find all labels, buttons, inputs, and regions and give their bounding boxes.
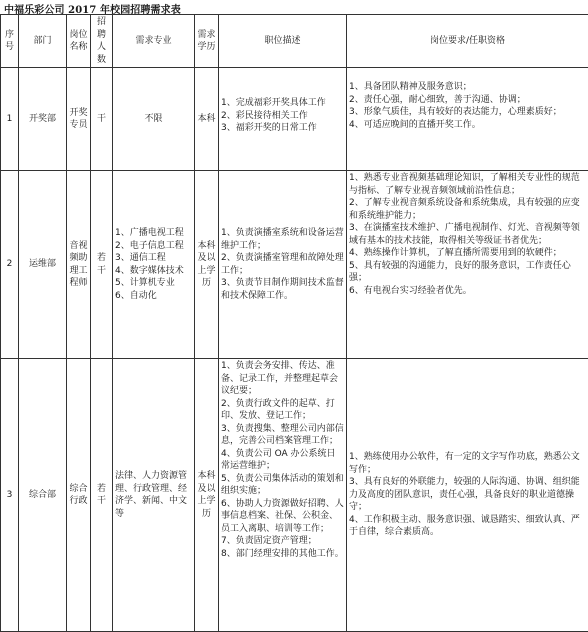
desc-item: 4、负责公司 OA 办公系统日常运营维护；: [221, 448, 344, 473]
desc-item: 2、负责行政文件的起草、打印、发放、登记工作；: [221, 398, 344, 423]
row-num: 若干: [91, 171, 113, 359]
desc-item: 3、福彩开奖的日常工作: [221, 122, 344, 135]
header-seq: 序号: [1, 15, 19, 68]
header-desc: 职位描述: [219, 15, 347, 68]
row-dept: 运维部: [19, 171, 67, 359]
header-num: 招聘人数: [91, 15, 113, 68]
desc-item: 2、负责演播室管理和故障处理工作；: [221, 252, 344, 277]
desc-item: 1、完成福彩开奖具体工作: [221, 97, 344, 110]
row-num: 干: [91, 68, 113, 171]
row-seq: 3: [1, 359, 19, 632]
desc-item: 3、负责节目制作期间技术监督和技术保障工作。: [221, 277, 344, 302]
row-major: 法律、人力资源管理、行政管理、经济学、新闻、中文等: [113, 359, 195, 632]
header-req: 岗位要求/任职资格: [347, 15, 588, 68]
req-item: 4、可适应晚间的直播开奖工作。: [349, 119, 586, 132]
row-pos: 综合行政: [67, 359, 91, 632]
header-edu: 需求学历: [195, 15, 219, 68]
header-row: [1, 15, 588, 68]
desc-item: 6、协助人力资源做好招聘、人事信息档案、社保、公积金、员工入离职、培训等工作；: [221, 498, 344, 536]
row-desc: [219, 359, 347, 632]
desc-item: 1、负责会务安排、传达、准备、记录工作，并整理起草会议纪要；: [221, 360, 344, 398]
row-req: [347, 359, 588, 632]
row-req: [347, 68, 588, 171]
req-item: 2、了解专业视音频系统设备和系统集成，具有较强的应变和系统维护能力；: [349, 197, 586, 222]
header-pos: 岗位名称: [67, 15, 91, 68]
req-item: 1、熟悉专业音视频基础理论知识，了解相关专业性的规范与指标、了解专业视音频领域前沿性信息；: [349, 172, 586, 197]
row-dept: 综合部: [19, 359, 67, 632]
req-item: 1、熟练使用办公软件，有一定的文字写作功底，熟悉公文写作；: [349, 451, 586, 476]
row-edu: 本科及以上学历: [195, 171, 219, 359]
table-row: [1, 171, 588, 359]
row-desc: [219, 171, 347, 359]
req-item: 1、具备团队精神及服务意识；: [349, 81, 586, 94]
row-desc: [219, 68, 347, 171]
major-item: 3、通信工程: [115, 252, 192, 265]
header-dept: 部门: [19, 15, 67, 68]
row-major: 不限: [113, 68, 195, 171]
major-item: 4、数字媒体技术: [115, 265, 192, 278]
row-dept: 开奖部: [19, 68, 67, 171]
header-major: 需求专业: [113, 15, 195, 68]
table-row: [1, 359, 588, 632]
req-item: 5、具有较强的沟通能力，良好的服务意识，工作责任心强；: [349, 260, 586, 285]
req-item: 4、工作积极主动、服务意识强、诚恳踏实、细致认真、严于自律，综合素质高。: [349, 514, 586, 539]
req-item: 4、熟练操作计算机，了解直播所需要用到的软硬件；: [349, 247, 586, 260]
req-item: 6、有电视台实习经验者优先。: [349, 285, 586, 298]
table-row: [1, 68, 588, 171]
recruitment-table: [0, 14, 588, 632]
row-seq: 1: [1, 68, 19, 171]
desc-item: 1、负责演播室系统和设备运营维护工作；: [221, 227, 344, 252]
row-major: [113, 171, 195, 359]
desc-item: 7、负责固定资产管理；: [221, 535, 344, 548]
row-req: [347, 171, 588, 359]
major-item: 2、电子信息工程: [115, 240, 192, 253]
desc-item: 5、负责公司集体活动的策划和组织实施；: [221, 473, 344, 498]
desc-item: 3、负责搜集、整理公司内部信息，完善公司档案管理工作；: [221, 423, 344, 448]
req-item: 3、形象气质佳，具有较好的表达能力，心理素质好；: [349, 106, 586, 119]
desc-item: 2、彩民接待相关工作: [221, 110, 344, 123]
major-item: 1、广播电视工程: [115, 227, 192, 240]
row-pos: 开奖专员: [67, 68, 91, 171]
row-num: 若干: [91, 359, 113, 632]
row-seq: 2: [1, 171, 19, 359]
major-item: 6、自动化: [115, 290, 192, 303]
row-edu: 本科及以上学历: [195, 359, 219, 632]
req-item: 3、具有良好的外联能力，较强的人际沟通、协调、组织能力及高度的团队意识，责任心强，具备良好的职业道德操守；: [349, 476, 586, 514]
req-item: 3、在演播室技术维护、广播电视制作、灯光、音视频等领域有基本的技术技能，取得相关等级证书者优先；: [349, 222, 586, 247]
row-pos: 音视频助理工程师: [67, 171, 91, 359]
desc-item: 8、部门经理安排的其他工作。: [221, 548, 344, 561]
page-title: 中福乐彩公司 2017 年校园招聘需求表: [4, 1, 181, 16]
req-item: 2、责任心强，耐心细致，善于沟通、协调；: [349, 94, 586, 107]
major-item: 5、计算机专业: [115, 277, 192, 290]
row-edu: 本科: [195, 68, 219, 171]
